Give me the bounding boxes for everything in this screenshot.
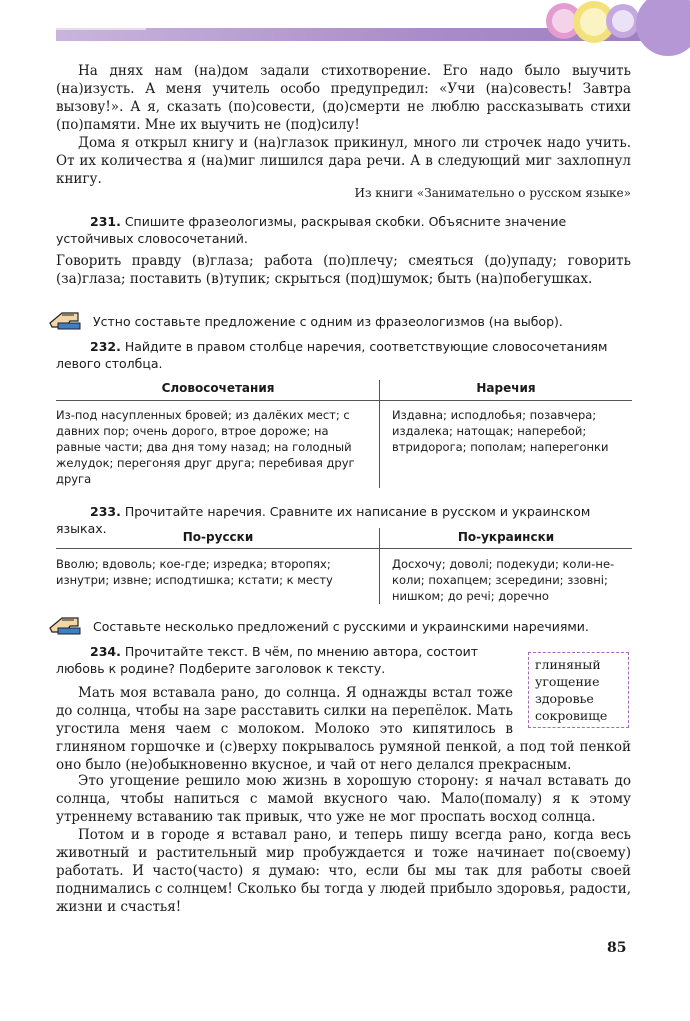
ex233-col-right: Досхочу; доволі; подекуди; коли-не-коли; похапцем; зсередини; ззовні; нишком; до речі; доречно: [392, 557, 615, 603]
decor-circle: [580, 8, 608, 36]
ex232-table-rule: [56, 400, 632, 401]
wrap-spacer: [513, 684, 631, 738]
ex234-paragraph-3: Потом и в городе я вставал рано, и теперь пишу всегда рано, когда весь животный и растительный мир пробуждается и тоже начинает по(своему) работать. И часто(часто) я думаю: что, если бы мы так для работы своей поднимались с солнцем! Сколько бы тогда у людей прибыло здоровья, радости, жизни и счастья!: [56, 827, 631, 915]
intro-paragraph-1: На днях нам (на)дом задали стихотворение. Его надо было выучить (на)изусть. А меня учитель особо предупредил: «Учи (на)совесть! Завтра вызову!». А я, сказать (по)совести, (до)смерти не люблю рассказывать стихи (по)памяти. Мне их выучить не (под)силу!: [56, 63, 631, 133]
ex234-p1-text: Мать моя вставала рано, до солнца. Я однажды встал тоже до солнца, чтобы на заре расставить силки на перепёлок. Мать угостила меня чаем с молоком. Молоко это кипятилось в глиняном горшочке и (с)верху покрывалось румяной пенкой, а под той пенкой оно было (не)обыкновенно вкусное, и чай от него делался прекрасным.: [56, 685, 631, 773]
intro-source: Из книги «Занимательно о русском языке»: [354, 186, 631, 200]
pencil-hand-icon: [48, 614, 82, 636]
page-number: 85: [607, 940, 627, 956]
ex234-paragraph-2: Это угощение решило мою жизнь в хорошую сторону: я начал вставать до солнца, чтобы напиться с мамой вкусного чаю. Мало(помалу) я к этому утреннему вставанию так привык, что уже не мог проспать восход солнца.: [56, 773, 631, 825]
ex232-task: [56, 338, 631, 372]
ex233-task2: Составьте несколько предложений с русскими и украинскими наречиями.: [93, 619, 589, 634]
word-item: сокровище: [535, 708, 608, 723]
ex232-header-right: Наречия: [476, 381, 536, 395]
ex233-header-right: По-украински: [457, 530, 555, 544]
ex234-number: 234.: [90, 644, 121, 659]
ex233-table-rule: [56, 548, 632, 549]
ex234-paragraphs: [56, 772, 631, 916]
ex234-task: [56, 643, 516, 677]
ex231-text: Говорить правду (в)глаза; работа (по)плечу; смеяться (до)упаду; говорить (за)глаза; поставить (в)тупик; скрыться (под)шумок; быть (на)побегушках.: [56, 253, 631, 287]
ex234-task-text: Прочитайте текст. В чём, по мнению автора, состоит любовь к родине? Подберите заголовок к тексту.: [56, 644, 479, 676]
intro-paragraph-2: Дома я открыл книгу и (на)глазок прикинул, много ли строчек надо учить. От их количества я (на)миг лишился дара речи. А в следующий миг захлопнул книгу.: [56, 135, 631, 187]
ex231-task: [56, 213, 631, 247]
ex231-number: 231.: [90, 214, 121, 229]
ex232-table-divider: [379, 380, 380, 488]
intro-text: [56, 62, 631, 188]
ex231-oral-task: Устно составьте предложение с одним из фразеологизмов (на выбор).: [93, 314, 563, 329]
ex233-col-left: Вволю; вдоволь; кое-где; изредка; второпях; изнутри; извне; исподтишка; кстати; к месту: [56, 557, 333, 587]
ex232-header-left: Словосочетания: [161, 381, 275, 395]
decor-circle: [636, 0, 690, 56]
word-item: здоровье: [535, 691, 594, 706]
ex233-number: 233.: [90, 504, 121, 519]
ex231-task-text: Спишите фразеологизмы, раскрывая скобки. Объясните значение устойчивых словосочетаний.: [56, 214, 567, 246]
header-bar-highlight: [56, 28, 146, 30]
word-item: угощение: [535, 674, 600, 689]
ex234-paragraph-1a: [56, 684, 631, 774]
decor-circle: [612, 10, 634, 32]
pencil-hand-icon: [48, 309, 82, 331]
word-item: глиняный: [535, 657, 601, 672]
ex233-task-text: Прочитайте наречия. Сравните их написание в русском и украинском языках.: [56, 504, 591, 536]
ex233-table-divider: [379, 528, 380, 604]
ex232-number: 232.: [90, 339, 121, 354]
ex232-col-left: Из-под насупленных бровей; из далёких мест; с давних пор; очень дорого, втрое дороже; на равные части; два дня тому назад; на голодный желудок; перегоняя друг друга; перебивая друг друга: [56, 408, 355, 486]
ex232-col-right: Издавна; исподлобья; позавчера; издалека; натощак; наперебой; втридорога; пополам; наперегонки: [392, 408, 609, 454]
ex233-header-left: По-русски: [182, 530, 254, 544]
ex232-task-text: Найдите в правом столбце наречия, соответствующие словосочетаниям левого столбца.: [56, 339, 608, 371]
